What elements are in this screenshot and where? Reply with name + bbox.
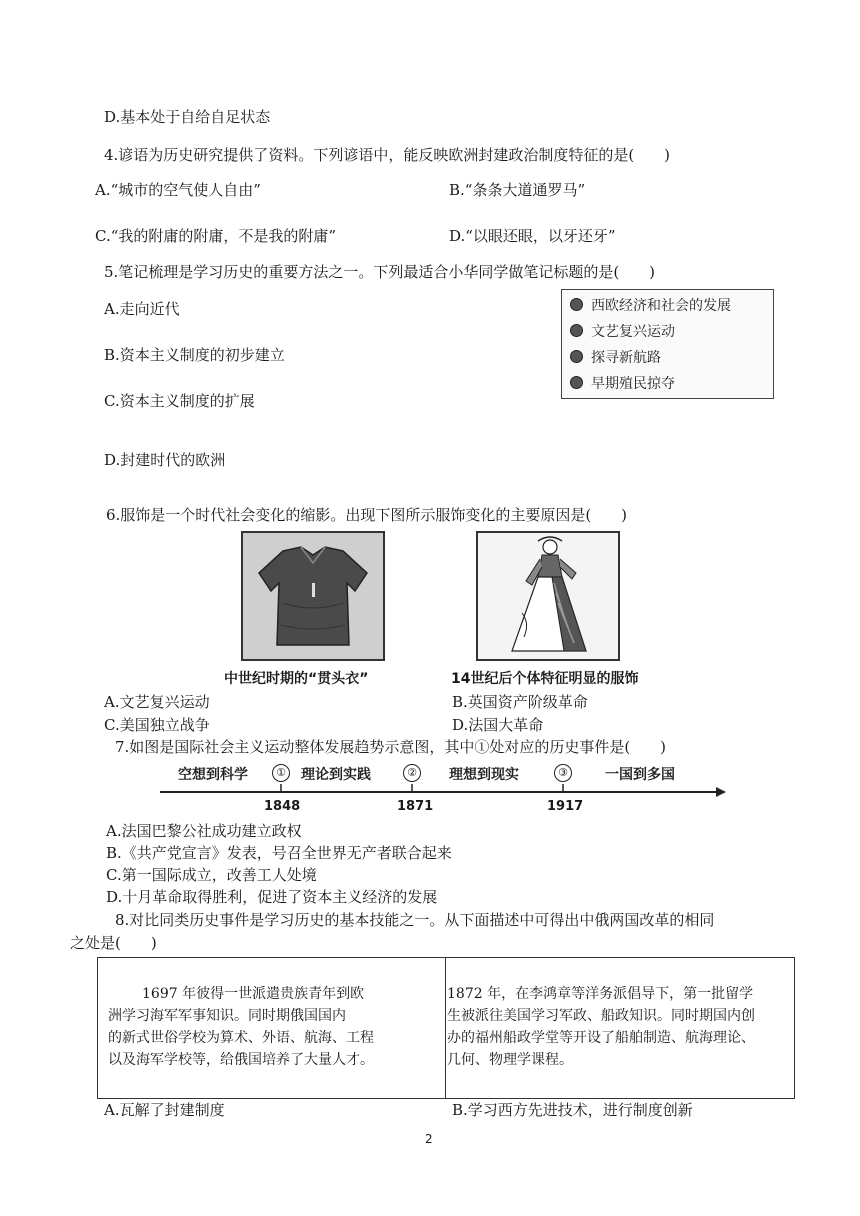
q5-option-c: C.资本主义制度的扩展 [104,392,255,410]
timeline-axis [160,782,726,802]
q6-option-c: C.美国独立战争 [104,716,210,734]
bullet-icon [570,350,583,363]
page-number: 2 [425,1132,433,1146]
q7-option-b: B.《共产党宣言》发表，号召全世界无产者联合起来 [106,844,452,862]
q8-stem-line1: 8.对比同类历史事件是学习历史的基本技能之一。从下面描述中可得出中俄两国改革的相同 [115,911,715,929]
q4-option-c: C.“我的附庸的附庸，不是我的附庸” [95,227,337,245]
timeline-marker-2: ② [403,764,421,782]
q5-notes-box [561,289,774,399]
q8-left-line: 的新式世俗学校为算术、外语、航海、工程 [108,1030,374,1046]
q5-option-d: D.封建时代的欧洲 [104,451,226,469]
q8-left-line: 以及海军学校等，给俄国培养了大量人才。 [108,1052,374,1068]
gown-caption: 14世纪后个体特征明显的服饰 [451,671,639,687]
q4-stem: 4.谚语为历史研究提供了资料。下列谚语中，能反映欧洲封建政治制度特征的是( ) [104,146,671,164]
timeline-marker-1: ① [272,764,290,782]
q5-option-b: B.资本主义制度的初步建立 [104,346,285,364]
q5-stem: 5.笔记梳理是学习历史的重要方法之一。下列最适合小华同学做笔记标题的是( ) [104,263,656,281]
q5-note-item [570,295,731,315]
bullet-icon [570,376,583,389]
q8-option-b: B.学习西方先进技术，进行制度创新 [452,1101,693,1119]
bullet-icon [570,324,583,337]
timeline-stage-4: 一国到多国 [605,767,675,783]
q5-note-item [570,321,675,341]
tunic-image [241,531,385,661]
q8-right-line: 办的福州船政学堂等开设了船舶制造、航海理论、 [447,1030,755,1046]
q6-stem: 6.服饰是一个时代社会变化的缩影。出现下图所示服饰变化的主要原因是( ) [106,506,628,524]
bullet-icon [570,298,583,311]
q8-comparison-table [97,957,795,1099]
q7-option-a: A.法国巴黎公社成功建立政权 [106,822,302,840]
q8-china-cell [446,958,793,1098]
q8-russia-cell [98,958,446,1098]
timeline-stage-3: 理想到现实 [449,767,519,783]
q5-note-text: 文艺复兴运动 [591,324,675,340]
q6-option-a: A.文艺复兴运动 [104,693,210,711]
timeline-year-1917: 1917 [547,799,584,814]
q5-note-item [570,347,661,367]
tunic-caption: 中世纪时期的“贯头衣” [224,671,369,687]
q7-stem: 7.如图是国际社会主义运动整体发展趋势示意图，其中①处对应的历史事件是( ) [115,738,667,756]
q8-stem-line2: 之处是( ) [70,934,157,952]
gown-image [476,531,620,661]
q8-option-a: A.瓦解了封建制度 [104,1101,225,1119]
timeline-stage-1: 空想到科学 [178,767,248,783]
timeline-year-1871: 1871 [397,799,434,814]
q6-option-d: D.法国大革命 [452,716,544,734]
q7-option-d: D.十月革命取得胜利，促进了资本主义经济的发展 [106,888,438,906]
q4-option-b: B.“条条大道通罗马” [449,181,586,199]
q8-right-line: 生被派往美国学习军政、船政知识。同时期国内创 [447,1008,755,1024]
timeline-stage-2: 理论到实践 [301,767,371,783]
q5-note-item [570,373,675,393]
q5-option-a: A.走向近代 [104,300,180,318]
q8-left-line: 1697 年彼得一世派遣贵族青年到欧 [142,986,365,1002]
q3-option-d: D.基本处于自给自足状态 [104,108,271,126]
q8-right-line: 1872 年，在李鸿章等洋务派倡导下，第一批留学 [447,986,754,1002]
q5-note-text: 探寻新航路 [591,350,661,366]
q5-note-text: 早期殖民掠夺 [591,376,675,392]
tunic-figure [243,533,383,659]
q7-option-c: C.第一国际成立，改善工人处境 [106,866,317,884]
q4-option-d: D.“以眼还眼，以牙还牙” [449,227,616,245]
timeline-marker-3: ③ [554,764,572,782]
q5-note-text: 西欧经济和社会的发展 [591,298,731,314]
q6-option-b: B.英国资产阶级革命 [452,693,588,711]
q4-option-a: A.“城市的空气使人自由” [95,181,261,199]
q8-right-line: 几何、物理学课程。 [447,1052,573,1068]
timeline-year-1848: 1848 [264,799,301,814]
q8-left-line: 洲学习海军军事知识。同时期俄国国内 [108,1008,346,1024]
gown-figure [478,533,618,659]
